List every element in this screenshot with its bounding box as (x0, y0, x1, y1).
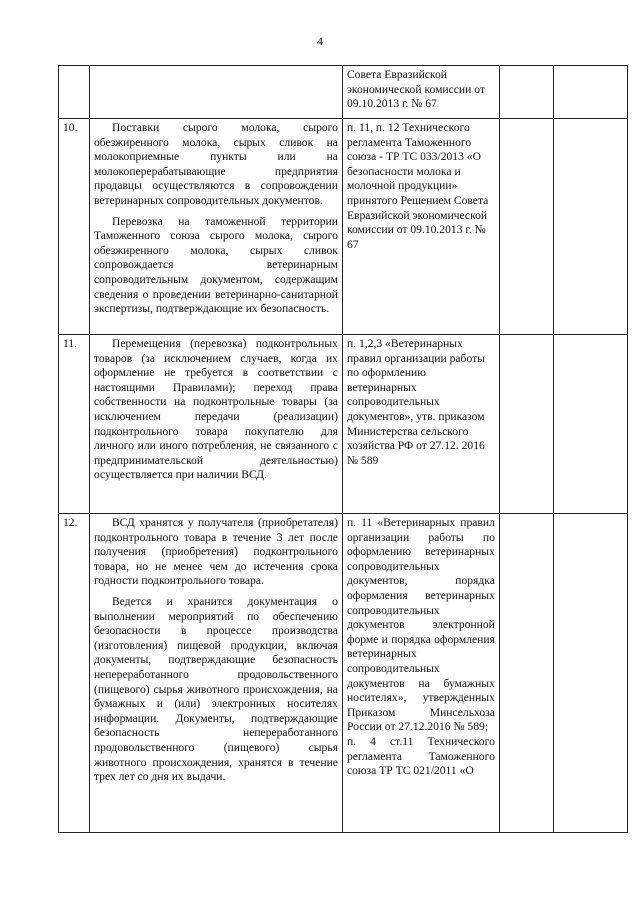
table-row (59, 335, 628, 514)
reference-text: п. 11 «Ветеринарных правил организации работы по оформлению ветеринарных сопроводительных документов, порядка оформления ветеринарных сопроводительных документов электронной форме и порядка оформления ветеринарных сопроводительных документов на бумажных носителях», утвержденных Приказом Минсельхоза России от 27.12.2016 № 589; (346, 516, 495, 734)
requirement-cell (89, 335, 342, 514)
requirement-paragraph: ВСД хранятся у получателя (приобретателя) подконтрольного товара в течение 3 лет после получения (приобретения) подконтрольного товара, но не менее чем до истечения срока годности подконтрольного товара. (93, 516, 338, 588)
row-number: 11. (59, 335, 90, 514)
requirements-table (58, 65, 628, 833)
empty-cell (499, 335, 553, 514)
reference-cell (342, 119, 499, 335)
empty-cell (554, 66, 628, 119)
reference-text: п. 1,2,3 «Ветеринарных правил организации работы по оформлению ветеринарных сопроводительных документов», утв. приказом Министерства сельского хозяйства РФ от 27.12. 2016 № 589 (346, 337, 485, 467)
reference-cell (342, 335, 499, 514)
row-number: 12. (59, 514, 90, 833)
empty-cell (499, 514, 553, 833)
reference-text: Совета Евразийской экономической комиссии от 09.10.2013 г. № 67 (346, 68, 485, 111)
requirement-paragraph: Перемещения (перевозка) подконтрольных товаров (за исключением случаев, когда их оформление не требуется в соответствии с настоящими Правилами); переход права собственности на подконтрольные товары (за исключением передачи (реализации) подконтрольного товара покупателю для личного или иного потребления, не связанного с предпринимательской деятельностью) осуществляется при наличии ВСД. (93, 337, 338, 482)
requirement-cell (89, 514, 342, 833)
table-row (59, 66, 628, 119)
page-number: 4 (317, 34, 323, 48)
reference-cell (342, 66, 499, 119)
table-row (59, 119, 628, 335)
requirement-cell (89, 119, 342, 335)
empty-cell (499, 119, 553, 335)
reference-cell (342, 514, 499, 833)
empty-cell (554, 514, 628, 833)
table-row (59, 514, 628, 833)
requirement-paragraph: Поставки сырого молока, сырого обезжиренного молока, сырых сливок на молокоприемные пункты или на молокоперерабатывающие предприятия продавцы осуществляются в сопровождении ветеринарных сопроводительных документов. (93, 121, 338, 207)
reference-text: п. 11, п. 12 Технического регламента Таможенного союза - ТР ТС 033/2013 «О безопасности молока и молочной продукции» принятого Решением Совета Евразийской экономической комиссии от 09.10.2013 г. № 67 (346, 121, 489, 251)
requirement-paragraph: Перевозка на таможенной территории Таможенного союза сырого молока, сырого обезжиренного молока, сырых сливок сопровождается ветеринарным сопроводительным документом, содержащим сведения о проведении ветеринарно-санитарной экспертизы, подтверждающие их безопасность. (93, 214, 338, 316)
row-number (59, 66, 90, 119)
reference-text: п. 4 ст.11 Технического регламента Таможенного союза ТР ТС 021/2011 «О (346, 734, 495, 778)
empty-cell (499, 66, 553, 119)
empty-cell (554, 335, 628, 514)
row-number: 10. (59, 119, 90, 335)
requirement-paragraph: Ведется и хранится документация о выполнении мероприятий по обеспечению безопасности в процессе производства (изготовления) пищевой продукции, включая документы, подтверждающие безопасность непереработанного продовольственного (пищевого) сырья животного происхождения, на бумажных и (или) электронных носителях информации. Документы, подтверждающие безопасность непереработанного продовольственного (пищевого) сырья животного происхождения, хранятся в течение трех лет со дня их выдачи. (93, 594, 338, 784)
requirement-cell (89, 66, 342, 119)
empty-cell (554, 119, 628, 335)
